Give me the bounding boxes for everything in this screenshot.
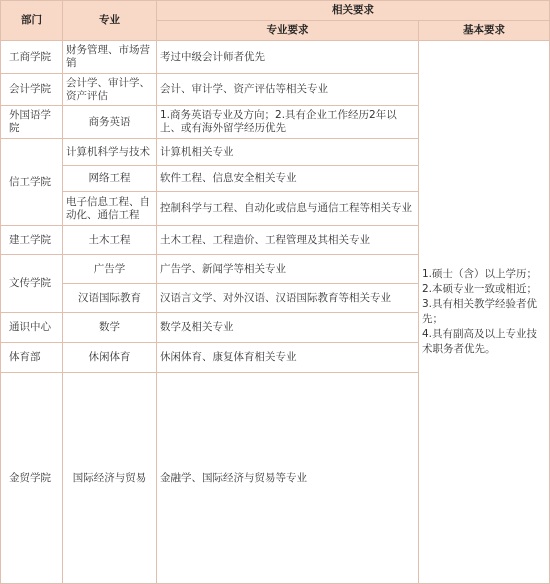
header-major-requirement: 专业要求 [157,21,419,41]
requirement-cell: 数学及相关专业 [157,313,419,343]
dept-cell: 工商学院 [1,41,63,74]
requirement-cell: 考过中级会计师者优先 [157,41,419,74]
major-cell: 财务管理、市场营销 [63,41,157,74]
major-cell: 计算机科学与技术 [63,139,157,166]
dept-cell: 体育部 [1,343,63,373]
header-dept: 部门 [1,1,63,41]
requirement-cell: 土木工程、工程造价、工程管理及其相关专业 [157,226,419,255]
basic-item: 3.具有相关教学经验者优先； [422,298,538,325]
header-basic-requirement: 基本要求 [419,21,550,41]
dept-cell: 会计学院 [1,74,63,106]
requirement-cell: 计算机相关专业 [157,139,419,166]
dept-cell: 金贸学院 [1,373,63,584]
requirement-cell: 控制科学与工程、自动化或信息与通信工程等相关专业 [157,192,419,226]
header-related-requirements: 相关要求 [157,1,550,21]
major-cell: 电子信息工程、自动化、通信工程 [63,192,157,226]
major-cell: 广告学 [63,255,157,284]
dept-cell: 通识中心 [1,313,63,343]
requirement-cell: 汉语言文学、对外汉语、汉语国际教育等相关专业 [157,284,419,313]
dept-cell: 信工学院 [1,139,63,226]
major-cell: 网络工程 [63,166,157,192]
dept-cell: 文传学院 [1,255,63,313]
dept-cell: 外国语学院 [1,106,63,139]
basic-item: 2.本硕专业一致或相近； [422,283,538,295]
major-cell: 土木工程 [63,226,157,255]
header-row-top [1,1,550,21]
requirement-cell: 广告学、新闻学等相关专业 [157,255,419,284]
header-major: 专业 [63,1,157,41]
major-cell: 会计学、审计学、资产评估 [63,74,157,106]
basic-item: 1.硕士（含）以上学历； [422,268,538,280]
requirement-cell: 金融学、国际经济与贸易等专业 [157,373,419,584]
basic-item: 4.具有副高及以上专业技术职务者优先。 [422,328,538,355]
basic-requirements-cell [419,41,550,584]
major-cell: 汉语国际教育 [63,284,157,313]
table-row [1,41,550,74]
requirement-cell: 休闲体育、康复体育相关专业 [157,343,419,373]
requirement-cell: 软件工程、信息安全相关专业 [157,166,419,192]
major-cell: 数学 [63,313,157,343]
major-cell: 商务英语 [63,106,157,139]
major-cell: 休闲体育 [63,343,157,373]
major-cell: 国际经济与贸易 [63,373,157,584]
requirement-cell: 会计、审计学、资产评估等相关专业 [157,74,419,106]
requirement-cell: 1.商务英语专业及方向；2.具有企业工作经历2年以上、或有海外留学经历优先 [157,106,419,139]
dept-cell: 建工学院 [1,226,63,255]
